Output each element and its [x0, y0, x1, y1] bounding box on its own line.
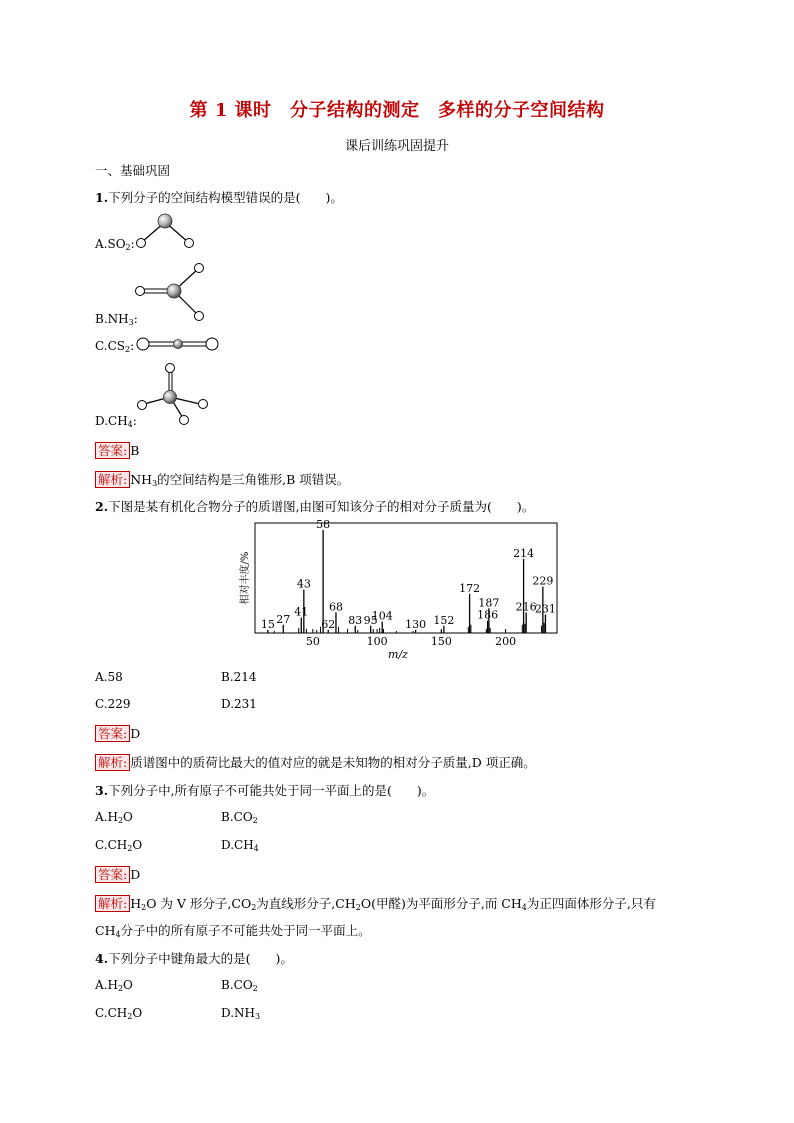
x-tick-label: 150	[430, 635, 452, 648]
option-c[interactable]: $C.CH_2O$	[95, 1006, 143, 1021]
question-text: 下图是某有机化合物分子的质谱图,由图可知该分子的相对分子质量为( )。	[108, 499, 535, 514]
question-2-stem	[95, 497, 534, 515]
ch4-model-image	[134, 362, 214, 427]
option-d[interactable]: $D.CH_4$	[221, 838, 259, 853]
peak-label-83: 83	[348, 613, 363, 627]
option-d[interactable]: D.231	[221, 697, 257, 711]
peak-label-15: 15	[260, 617, 275, 631]
question-number: 1.	[95, 190, 109, 205]
q1-explanation: 解析: $NH_3$的空间结构是三角锥形,B 项错误。	[95, 469, 349, 488]
peak-label-152: 152	[433, 613, 455, 627]
explain-tag: 解析:	[95, 754, 130, 771]
mass-spectrum-chart	[232, 520, 562, 662]
x-axis-ticks	[306, 629, 516, 648]
question-number: 3.	[95, 783, 109, 798]
peak-label-41: 41	[294, 605, 309, 619]
q3-explanation: 解析: $H_2O$ 为 V 形分子$,CO_2$为直线形分子$,CH_2O$(甲醛)为平面形分子,而 $CH_4$为正四面体形分子,只有	[95, 893, 656, 912]
answer-tag: 答案:	[95, 866, 130, 883]
peak-label-172: 172	[459, 581, 481, 595]
answer-value: B	[130, 443, 140, 458]
explain-tag: 解析:	[95, 895, 130, 912]
question-1-stem	[95, 188, 343, 206]
peak-label-43: 43	[296, 577, 311, 591]
question-text: 下列分子的空间结构模型错误的是( )。	[108, 190, 343, 205]
peak-label-229: 229	[532, 574, 554, 588]
cs2-model-image	[134, 334, 224, 354]
explain-tag: 解析:	[95, 471, 130, 488]
question-number: 2.	[95, 499, 109, 514]
peak-label-95: 95	[363, 613, 378, 627]
peak-label-214: 214	[513, 546, 535, 560]
peak-label-27: 27	[276, 612, 291, 626]
option-c[interactable]: $C.CH_2O$	[95, 838, 143, 853]
peak-label-186: 186	[477, 608, 499, 622]
question-4-stem	[95, 949, 293, 967]
peak-label-231: 231	[534, 602, 556, 616]
q1-answer	[95, 440, 139, 459]
answer-tag: 答案:	[95, 442, 130, 459]
option-d[interactable]: $D.NH_3$	[221, 1006, 261, 1021]
peak-label-104: 104	[371, 609, 393, 623]
section-heading: 一、基础巩固	[95, 163, 171, 178]
answer-value: D	[130, 867, 141, 882]
peak-label-62: 62	[321, 617, 336, 631]
nh3-model-image	[132, 262, 212, 322]
so2-model-image	[132, 208, 202, 253]
question-3-stem	[95, 781, 434, 799]
option-c[interactable]: $C.CS_2$:	[95, 339, 135, 354]
option-a[interactable]: $A.SO_2$:	[95, 237, 135, 252]
q3-explanation-line2: $CH_4$分子中的所有原子不可能共处于同一平面上。	[95, 923, 371, 939]
x-axis-label: m/z	[388, 648, 408, 661]
q2-answer	[95, 723, 140, 742]
option-b[interactable]: B.214	[221, 670, 257, 684]
peak-label-58: 58	[316, 520, 331, 531]
x-tick-label: 50	[305, 635, 320, 648]
q2-explanation: 解析: 质谱图中的质荷比最大的值对应的就是未知物的相对分子质量,D 项正确。	[95, 752, 536, 771]
option-d[interactable]: $D.CH_4$:	[95, 414, 137, 429]
option-a[interactable]: A.58	[95, 670, 123, 684]
page-title: 第 1 课时 分子结构的测定 多样的分子空间结构	[189, 100, 605, 121]
answer-tag: 答案:	[95, 725, 130, 742]
question-text: 下列分子中,所有原子不可能共处于同一平面上的是( )。	[108, 783, 435, 798]
option-a[interactable]: $A.H_2O$	[95, 810, 133, 825]
q3-answer	[95, 864, 140, 883]
question-text: 下列分子中键角最大的是( )。	[108, 951, 293, 966]
question-number: 4.	[95, 951, 109, 966]
answer-value: D	[130, 726, 141, 741]
peak-label-68: 68	[328, 600, 343, 614]
page-subtitle: 课后训练巩固提升	[344, 139, 449, 154]
peak-label-130: 130	[405, 617, 427, 631]
option-b[interactable]: $B.CO_2$	[221, 978, 258, 993]
x-tick-label: 200	[495, 635, 517, 648]
option-b[interactable]: $B.NH_3$:	[95, 312, 138, 327]
peak-labels	[261, 520, 556, 631]
x-tick-label: 100	[366, 635, 388, 648]
option-c[interactable]: C.229	[95, 697, 131, 711]
y-axis-label: 相对丰度/%	[240, 551, 251, 605]
peak-label-216: 216	[515, 600, 537, 614]
option-b[interactable]: $B.CO_2$	[221, 810, 258, 825]
option-a[interactable]: $A.H_2O$	[95, 978, 133, 993]
peak-label-187: 187	[478, 596, 500, 610]
